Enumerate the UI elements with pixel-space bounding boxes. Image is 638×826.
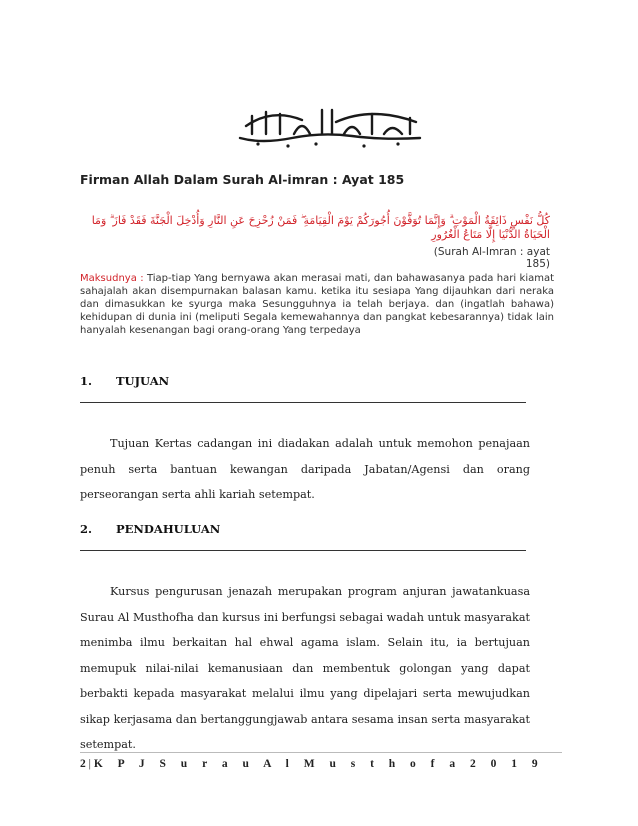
firman-title: Firman Allah Dalam Surah Al-imran : Ayat 185 bbox=[80, 172, 405, 187]
meaning-text: Tiap-tiap Yang bernyawa akan merasai mati, dan bahawasanya pada hari kiamat sahajalah akan disempurnakan balasan kamu. ketika itu sesiapa Yang dijauhkan dari neraka dan dimasukkan ke syurga maka Sesungguhnya ia telah berjaya. dan (ingatlah bahawa) kehidupan di dunia ini (meliputi Segala kemewahannya dan pangkat kebesarannya) tidak lain hanyalah kesenangan bagi orang-orang Yang terpedaya bbox=[80, 273, 555, 336]
section-title: TUJUAN bbox=[116, 374, 170, 388]
section-heading-tujuan bbox=[80, 374, 169, 388]
meaning-label: Maksudnya : bbox=[80, 273, 144, 284]
surah-reference: (Surah Al-Imran : ayat 185) bbox=[433, 246, 550, 270]
section-heading-pendahuluan bbox=[80, 522, 220, 536]
section-body-tujuan bbox=[80, 431, 530, 508]
verse-meaning bbox=[80, 272, 554, 337]
footer-separator: | bbox=[88, 758, 91, 770]
paragraph-text: Kursus pengurusan jenazah merupakan program anjuran jawatankuasa Surau Al Musthofha dan kursus ini berfungsi sebagai wadah untuk masyarakat menimba ilmu berkaitan hal ehwal agama islam. Selain itu, ia bertujuan memupuk nilai-nilai kemanusiaan dan membentuk golongan yang dapat berbakti kepada masyarakat melalui ilmu yang dipelajari serta mewujudkan sikap kerjasama dan bertanggungjawab antara sesama insan serta masyarakat setempat. bbox=[80, 585, 530, 751]
section-title: PENDAHULUAN bbox=[116, 522, 221, 536]
section-number: 1. bbox=[80, 374, 93, 388]
footer-divider bbox=[80, 752, 562, 753]
page-number: 2 bbox=[80, 758, 86, 770]
section-divider bbox=[80, 550, 526, 551]
basmala-calligraphy bbox=[232, 104, 428, 148]
section-number: 2. bbox=[80, 522, 93, 536]
paragraph-text: Tujuan Kertas cadangan ini diadakan adalah untuk memohon penajaan penuh serta bantuan kewangan daripada Jabatan/Agensi dan orang perseorangan serta ahli kariah setempat. bbox=[80, 437, 530, 501]
footer-title: K P J S u r a u A l M u s t h o f a 2 0 1 9 bbox=[93, 758, 544, 770]
arabic-verse: كُلُّ نَفْسٍ ذَائِقَةُ الْمَوْتِ ۗ وَإِنَّمَا تُوَفَّوْنَ أُجُورَكُمْ يَوْمَ الْقِيَامَةِ ۖ فَمَنْ زُحْزِحَ عَنِ النَّارِ وَأُدْخِلَ الْجَنَّةَ فَقَدْ فَازَ ۗ وَمَا الْحَيَاةُ الدُّنْيَا إِلَّا مَتَاعُ الْغُرُورِ bbox=[91, 214, 550, 241]
section-divider bbox=[80, 402, 526, 403]
section-body-pendahuluan bbox=[80, 579, 530, 758]
page-footer bbox=[80, 758, 544, 770]
